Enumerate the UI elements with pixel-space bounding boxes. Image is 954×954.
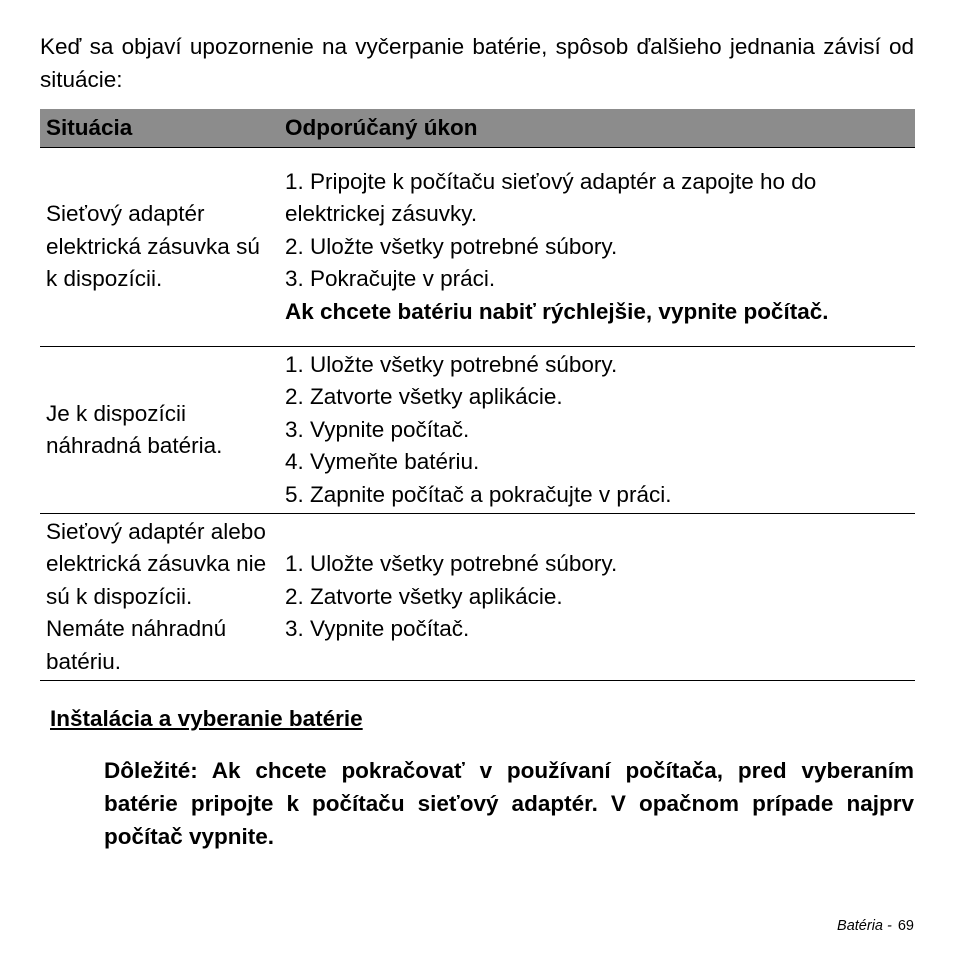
situation-text: Je k dispozícii náhradná batéria. <box>46 400 223 458</box>
action-step: 1. Pripojte k počítaču sieťový adaptér a zapojte ho do elektrickej zásuvky. <box>285 168 817 227</box>
action-step: 3. Vypnite počítač. <box>285 416 470 442</box>
action-step: 3. Vypnite počítač. <box>285 616 470 642</box>
situation-text: Sieťový adaptér elektrická zásuvka sú k dispozícii. <box>46 201 260 292</box>
action-step: 3. Pokračujte v práci. <box>285 266 496 292</box>
table-row <box>40 514 915 681</box>
action-cell <box>285 148 915 346</box>
page-footer <box>837 918 914 934</box>
important-note: Dôležité: Ak chcete pokračovať v používaní počítača, pred vyberaním batérie pripojte k počítaču sieťový adaptér. V opačnom prípade najprv počítač vypnite. <box>104 758 914 849</box>
situation-cell <box>40 347 285 513</box>
header-situation: Situácia <box>46 115 133 140</box>
action-step: 2. Zatvorte všetky aplikácie. <box>285 583 563 609</box>
section-heading: Inštalácia a vyberanie batérie <box>50 706 363 731</box>
action-cell <box>285 347 915 513</box>
table-row <box>40 148 915 347</box>
action-cell <box>285 514 915 680</box>
intro-paragraph: Keď sa objaví upozornenie na vyčerpanie batérie, spôsob ďalšieho jednania závisí od situácie: <box>40 34 914 92</box>
footer-section-title: Batéria - <box>837 918 892 934</box>
page-number: 69 <box>897 918 914 934</box>
header-recommended-action: Odporúčaný úkon <box>285 115 478 140</box>
action-step: 5. Zapnite počítač a pokračujte v práci. <box>285 481 672 507</box>
action-step: 2. Uložte všetky potrebné súbory. <box>285 233 618 259</box>
action-note: Ak chcete batériu nabiť rýchlejšie, vypnite počítač. <box>285 298 829 324</box>
situation-cell <box>40 514 285 680</box>
action-step: 2. Zatvorte všetky aplikácie. <box>285 384 563 410</box>
battery-situation-table <box>40 109 915 681</box>
action-step: 1. Uložte všetky potrebné súbory. <box>285 351 618 377</box>
situation-text: Sieťový adaptér alebo elektrická zásuvka nie sú k dispozícii. Nemáte náhradnú batériu. <box>46 518 267 674</box>
table-row <box>40 347 915 514</box>
action-step: 4. Vymeňte batériu. <box>285 449 480 475</box>
table-header <box>40 109 915 148</box>
situation-cell <box>40 148 285 346</box>
action-step: 1. Uložte všetky potrebné súbory. <box>285 551 618 577</box>
